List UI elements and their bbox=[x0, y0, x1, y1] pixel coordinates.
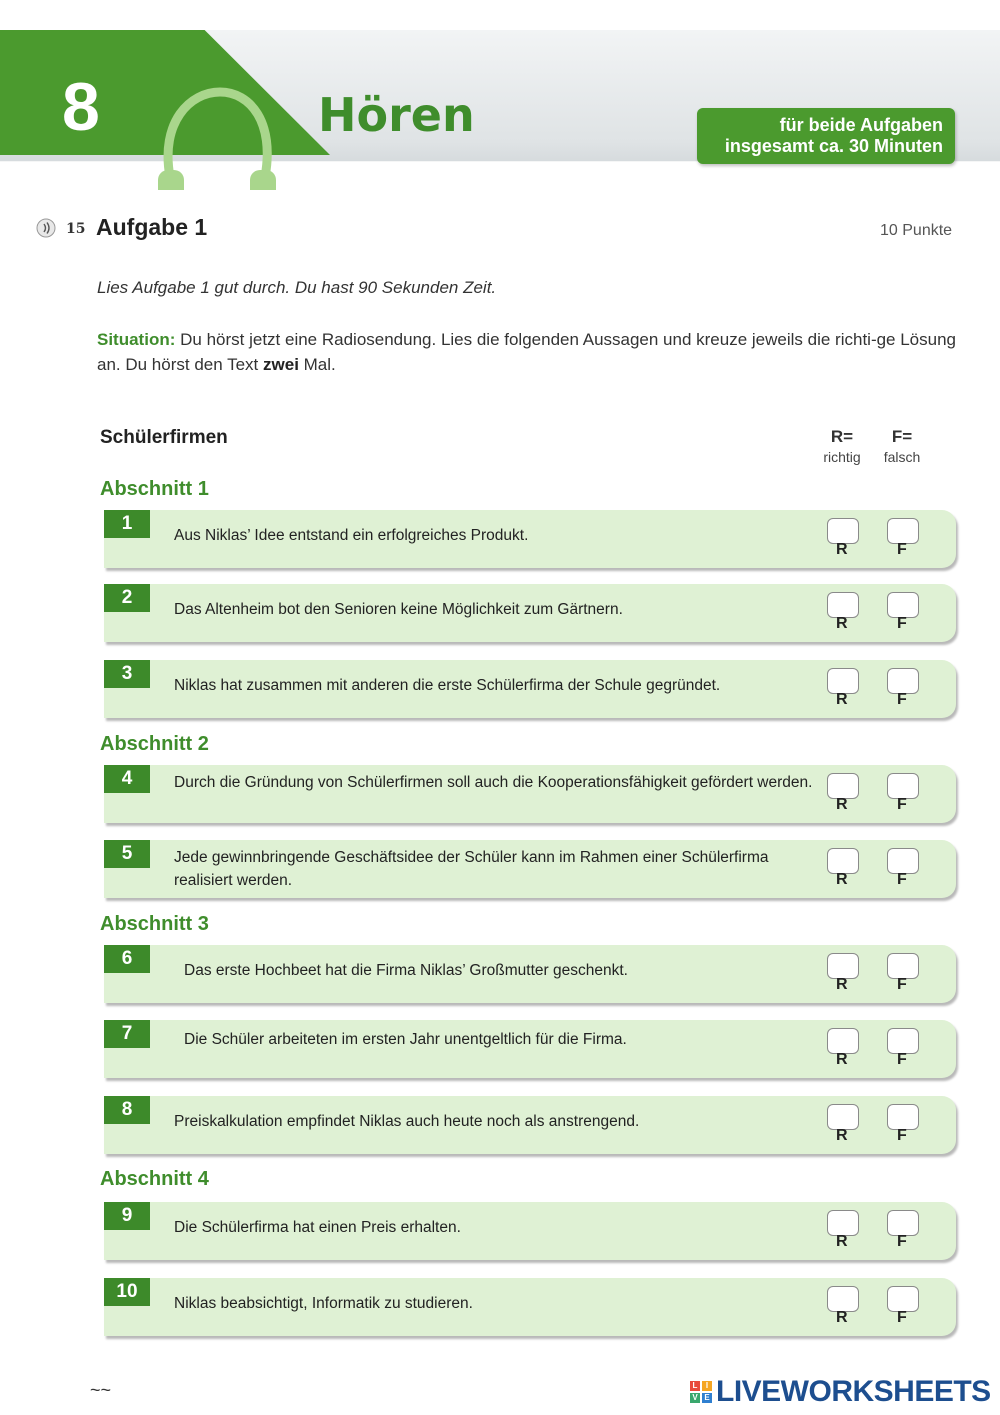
question-number: 2 bbox=[104, 584, 150, 612]
chapter-number: 8 bbox=[62, 69, 100, 145]
liveworksheets-wordmark: LIVEWORKSHEETS bbox=[716, 1375, 991, 1408]
richtig-label: R bbox=[836, 691, 848, 708]
mark-letter: V bbox=[690, 1393, 700, 1403]
situation-text bbox=[97, 327, 967, 377]
situation-part-1: Du hörst jetzt eine Radiosendung. Lies die folgenden Aussagen und kreuze jeweils die richti-ge Lösung an. Du hörst den Text bbox=[97, 330, 957, 374]
question-number: 6 bbox=[104, 945, 150, 973]
situation-label: Situation: bbox=[97, 330, 176, 349]
richtig-label: R bbox=[836, 1127, 848, 1144]
mark-letter: L bbox=[690, 1381, 700, 1391]
section-title: Abschnitt 3 bbox=[100, 913, 209, 935]
chapter-title: Hören bbox=[318, 88, 475, 142]
question-item bbox=[104, 945, 956, 1003]
question-number: 3 bbox=[104, 660, 150, 688]
question-item bbox=[104, 1278, 956, 1336]
time-badge bbox=[697, 108, 955, 164]
richtig-legend-letter: R= bbox=[830, 427, 854, 446]
question-number: 7 bbox=[104, 1020, 150, 1048]
falsch-legend-word: falsch bbox=[883, 449, 921, 465]
topic-title: Schülerfirmen bbox=[100, 427, 228, 448]
richtig-label: R bbox=[836, 615, 848, 632]
page-number: ~~ bbox=[90, 1380, 112, 1400]
situation-bold: zwei bbox=[263, 355, 299, 374]
points-label: 10 Punkte bbox=[880, 222, 953, 239]
track-number: 15 bbox=[66, 221, 86, 237]
instruction-text: Lies Aufgabe 1 gut durch. Du hast 90 Sekunden Zeit. bbox=[97, 278, 497, 297]
question-item bbox=[104, 510, 956, 568]
question-number: 1 bbox=[104, 510, 150, 538]
falsch-label: F bbox=[897, 691, 907, 708]
falsch-legend bbox=[872, 427, 932, 465]
time-badge-line-1: für beide Aufgaben bbox=[779, 115, 943, 135]
section-title: Abschnitt 2 bbox=[100, 733, 209, 755]
audio-track-icon[interactable] bbox=[36, 218, 56, 238]
falsch-label: F bbox=[897, 615, 907, 632]
liveworksheets-logo bbox=[690, 1372, 991, 1412]
question-text: Das Altenheim bot den Senioren keine Möglichkeit zum Gärtnern. bbox=[174, 601, 623, 618]
section-title: Abschnitt 4 bbox=[100, 1168, 209, 1190]
question-text: Jede gewinnbringende Geschäftsidee der Schüler kann im Rahmen einer Schülerfirma realisiert werden. bbox=[174, 849, 769, 889]
mark-letter: E bbox=[702, 1393, 712, 1403]
question-text: Das erste Hochbeet hat die Firma Niklas’ Großmutter geschenkt. bbox=[184, 962, 628, 979]
falsch-label: F bbox=[897, 1051, 907, 1068]
question-item bbox=[104, 765, 956, 823]
question-text: Die Schüler arbeiteten im ersten Jahr unentgeltlich für die Firma. bbox=[184, 1031, 627, 1048]
question-item bbox=[104, 584, 956, 642]
falsch-label: F bbox=[897, 1309, 907, 1326]
question-item bbox=[104, 1096, 956, 1154]
question-item bbox=[104, 840, 956, 898]
section-title: Abschnitt 1 bbox=[100, 478, 209, 500]
question-number: 4 bbox=[104, 765, 150, 793]
mark-letter: I bbox=[702, 1381, 712, 1391]
chapter-header bbox=[0, 30, 1000, 190]
liveworksheets-mark-icon bbox=[690, 1381, 712, 1403]
richtig-label: R bbox=[836, 1309, 848, 1326]
question-number: 10 bbox=[104, 1278, 150, 1306]
question-text: Preiskalkulation empfindet Niklas auch heute noch als anstrengend. bbox=[174, 1113, 640, 1130]
richtig-label: R bbox=[836, 1233, 848, 1250]
falsch-label: F bbox=[897, 976, 907, 993]
task-title: Aufgabe 1 bbox=[96, 214, 208, 240]
falsch-label: F bbox=[897, 796, 907, 813]
falsch-label: F bbox=[897, 1233, 907, 1250]
richtig-legend-word: richtig bbox=[823, 449, 861, 465]
question-number: 5 bbox=[104, 840, 150, 868]
question-text: Niklas hat zusammen mit anderen die erste Schülerfirma der Schule gegründet. bbox=[174, 677, 721, 694]
falsch-label: F bbox=[897, 1127, 907, 1144]
richtig-label: R bbox=[836, 796, 848, 813]
question-number: 8 bbox=[104, 1096, 150, 1124]
richtig-label: R bbox=[836, 541, 848, 558]
question-item bbox=[104, 1202, 956, 1260]
falsch-label: F bbox=[897, 541, 907, 558]
question-text: Durch die Gründung von Schülerfirmen soll auch die Kooperationsfähigkeit gefördert werden. bbox=[174, 774, 813, 791]
question-text: Niklas beabsichtigt, Informatik zu studieren. bbox=[174, 1295, 473, 1312]
top-margin bbox=[0, 0, 1000, 30]
falsch-legend-letter: F= bbox=[891, 427, 913, 446]
question-number: 9 bbox=[104, 1202, 150, 1230]
question-text: Aus Niklas’ Idee entstand ein erfolgreiches Produkt. bbox=[174, 527, 529, 544]
richtig-label: R bbox=[836, 976, 848, 993]
falsch-label: F bbox=[897, 871, 907, 888]
richtig-legend bbox=[812, 427, 872, 465]
question-item bbox=[104, 660, 956, 718]
question-text: Die Schülerfirma hat einen Preis erhalten. bbox=[174, 1219, 461, 1236]
time-badge-line-2: insgesamt ca. 30 Minuten bbox=[724, 136, 943, 156]
richtig-label: R bbox=[836, 871, 848, 888]
richtig-label: R bbox=[836, 1051, 848, 1068]
situation-part-2: Mal. bbox=[298, 355, 336, 374]
headphones-icon bbox=[150, 82, 280, 190]
question-item bbox=[104, 1020, 956, 1078]
